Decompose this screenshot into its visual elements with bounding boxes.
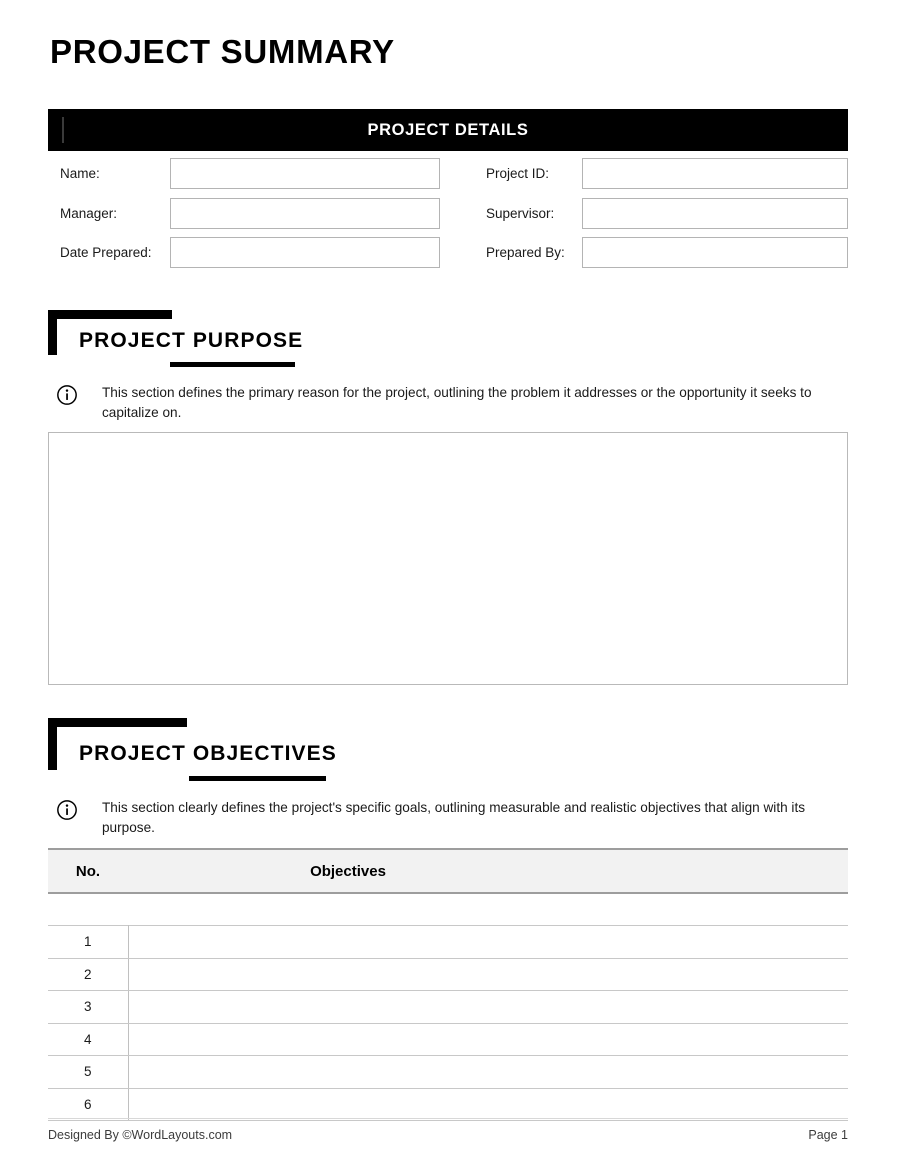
table-spacer-row: [48, 893, 848, 926]
bracket-horizontal: [48, 718, 187, 727]
table-header-row: [48, 849, 848, 893]
section-title-project-purpose: PROJECT PURPOSE: [79, 329, 304, 352]
table-row: [48, 926, 848, 959]
row-number: 2: [48, 958, 128, 991]
form-row: [48, 198, 848, 229]
row-number: 3: [48, 991, 128, 1024]
table-row: [48, 1023, 848, 1056]
supervisor-input[interactable]: [582, 198, 848, 229]
objective-input-5[interactable]: [128, 1056, 848, 1089]
purpose-textarea[interactable]: [48, 432, 848, 685]
footer-credit: Designed By ©WordLayouts.com: [48, 1128, 233, 1142]
form-field-date-prepared: [48, 237, 448, 268]
form-field-prepared-by: [448, 237, 848, 268]
section-underline: [170, 362, 295, 367]
header-bar-tick: [62, 117, 64, 143]
bracket-horizontal: [48, 310, 172, 319]
objectives-note-text: This section clearly defines the project's specific goals, outlining measurable and realistic objectives that align with its purpose.: [102, 800, 806, 835]
spacer-cell: [128, 893, 848, 926]
column-header-objectives: Objectives: [128, 849, 848, 893]
page-footer: [48, 1128, 848, 1142]
prepared-by-input[interactable]: [582, 237, 848, 268]
objective-input-3[interactable]: [128, 991, 848, 1024]
section-underline: [189, 776, 326, 781]
manager-input[interactable]: [170, 198, 440, 229]
row-number: 4: [48, 1023, 128, 1056]
field-label-prepared-by: Prepared By:: [486, 245, 565, 260]
field-label-supervisor: Supervisor:: [486, 205, 555, 221]
name-input[interactable]: [170, 158, 440, 189]
form-row: [48, 237, 848, 268]
row-number: 5: [48, 1056, 128, 1089]
bracket-vertical: [48, 310, 57, 355]
objective-input-2[interactable]: [128, 958, 848, 991]
table-row: [48, 958, 848, 991]
form-field-name: [48, 158, 448, 189]
objectives-table-header: [48, 849, 848, 893]
date-prepared-input[interactable]: [170, 237, 440, 268]
bracket-vertical: [48, 718, 57, 770]
objective-input-1[interactable]: [128, 926, 848, 959]
objectives-table: [48, 848, 848, 1121]
purpose-note-text: This section defines the primary reason for the project, outlining the problem it addresses or the opportunity it seeks to capitalize on.: [102, 385, 812, 420]
objective-input-6[interactable]: [128, 1088, 848, 1121]
form-field-manager: [48, 198, 448, 229]
project-details-header-bar: [48, 109, 848, 151]
project-details-header-label: PROJECT DETAILS: [367, 120, 529, 139]
field-label-manager: Manager:: [60, 205, 118, 221]
page-title: PROJECT SUMMARY: [50, 33, 395, 70]
purpose-note: [56, 383, 842, 423]
objective-input-4[interactable]: [128, 1023, 848, 1056]
row-number: 1: [48, 926, 128, 959]
info-circle-icon: [56, 799, 78, 821]
field-label-date-prepared: Date Prepared:: [60, 245, 152, 260]
form-row: [48, 158, 848, 189]
form-field-project-id: [448, 158, 848, 189]
table-row: [48, 1056, 848, 1089]
info-circle-icon: [56, 384, 78, 406]
project-id-input[interactable]: [582, 158, 848, 189]
form-field-supervisor: [448, 198, 848, 229]
objectives-note: [56, 798, 842, 838]
row-number: 6: [48, 1088, 128, 1121]
field-label-name: Name:: [60, 166, 100, 181]
footer-page-number: Page 1: [808, 1128, 848, 1142]
column-header-no: No.: [48, 849, 128, 893]
project-details-form: [48, 158, 848, 277]
footer-divider: [48, 1118, 848, 1119]
objectives-table-body: [48, 893, 848, 1121]
section-title-project-objectives: PROJECT OBJECTIVES: [79, 742, 337, 765]
spacer-cell: [48, 893, 128, 926]
table-row: [48, 1088, 848, 1121]
table-row: [48, 991, 848, 1024]
field-label-project-id: Project ID:: [486, 166, 550, 181]
